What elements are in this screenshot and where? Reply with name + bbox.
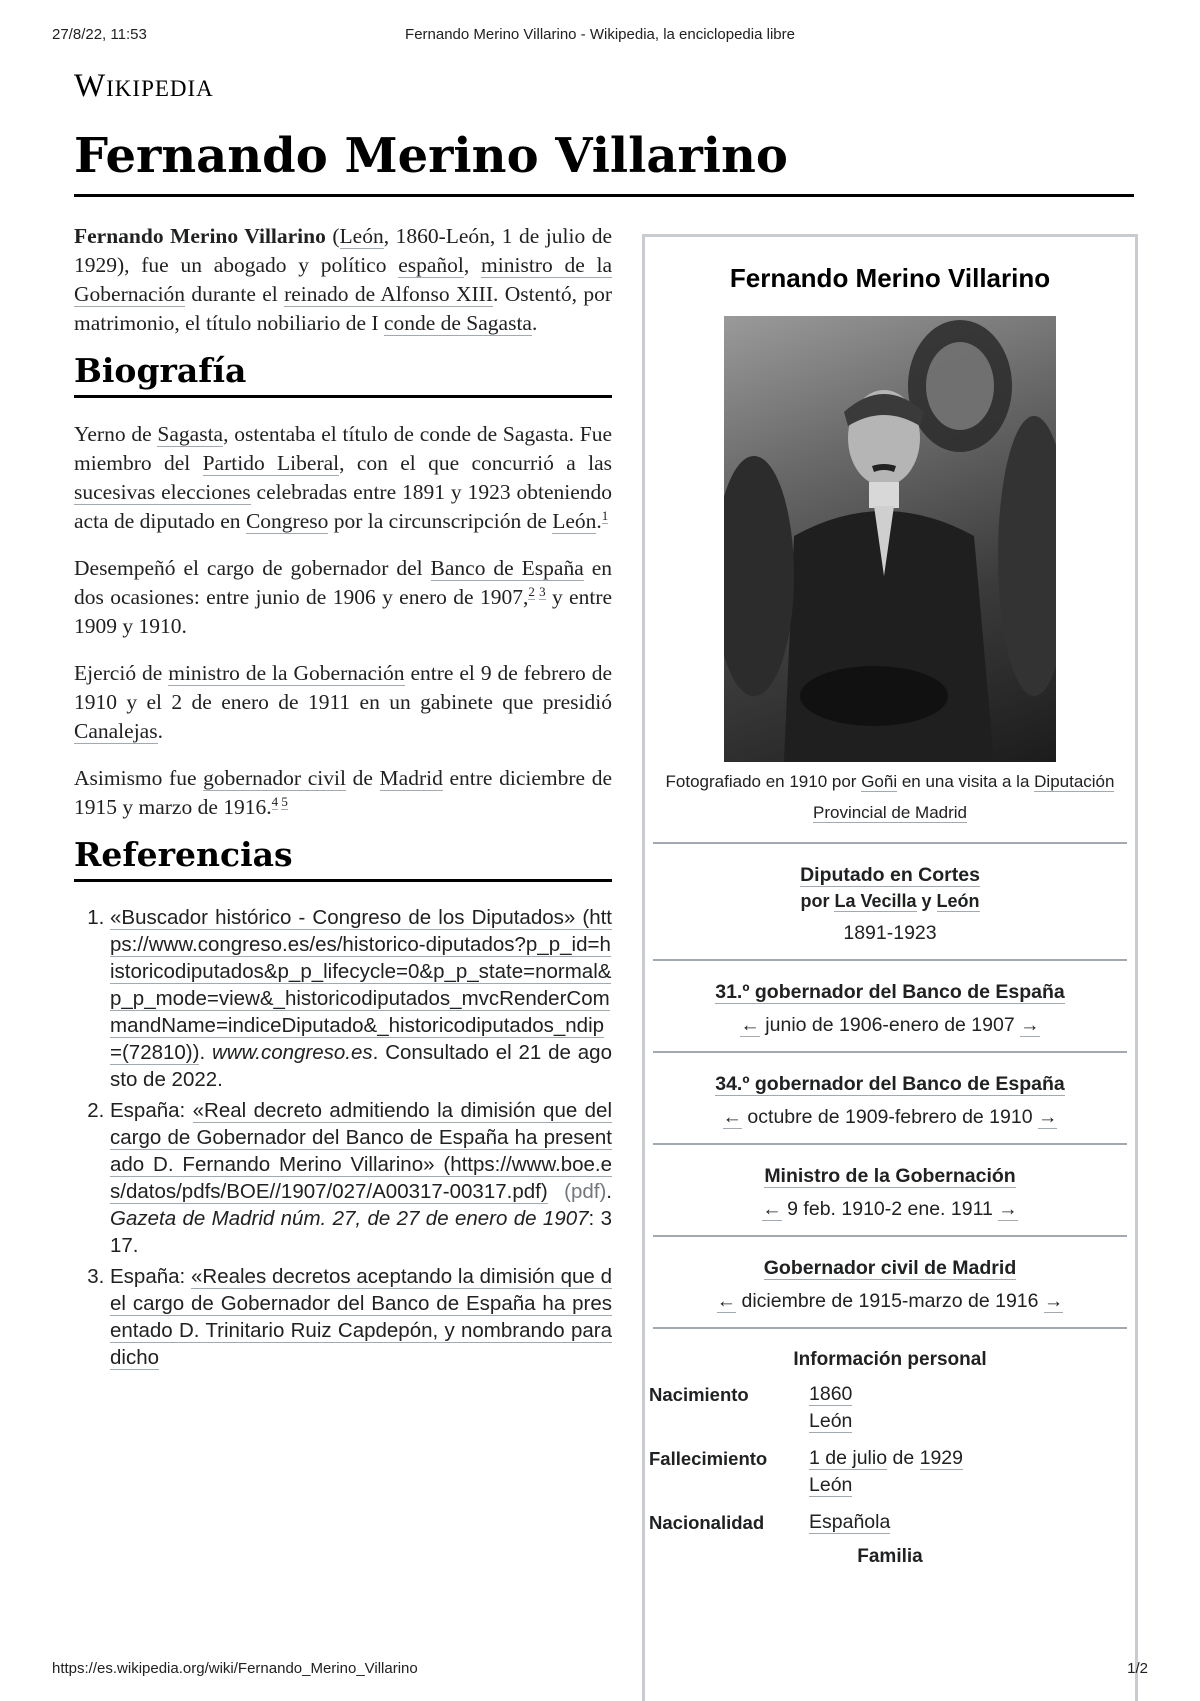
- row-fallecimiento: [645, 1445, 1135, 1499]
- text: junio de 1906-enero de 1907: [759, 1014, 1021, 1036]
- heading-biografia: Biografía: [74, 351, 247, 390]
- infobox-title: Fernando Merino Villarino: [729, 263, 1051, 293]
- text: 9 feb. 1910-2 ene. 1911: [781, 1198, 999, 1220]
- reference-item: [110, 904, 612, 1093]
- text: .: [199, 1041, 212, 1064]
- link-leon[interactable]: León: [339, 224, 384, 248]
- title-divider: [74, 194, 1134, 197]
- link-sucesivas-elecciones[interactable]: sucesivas elecciones: [74, 480, 251, 504]
- term-dates: [645, 1290, 1135, 1313]
- ref-4[interactable]: 4: [271, 793, 279, 809]
- term-dates: 1891-1923: [843, 922, 937, 944]
- familia-heading: Familia: [857, 1546, 923, 1567]
- ref-link[interactable]: «Real decreto admitiendo la dimisión que del cargo de Gobernador del Banco de España ha presentado D. Fernando Merino Villarino» (https://www.boe.es/datos/pdfs/BOE//1907/027/A00317-00317.pdf): [110, 1099, 613, 1203]
- link-gobernador-civil[interactable]: gobernador civil: [203, 766, 346, 790]
- link-partido-liberal[interactable]: Partido Liberal: [202, 451, 340, 475]
- text: diciembre de 1915-marzo de 1916: [736, 1290, 1044, 1312]
- text: celebradas entre 1891 y 1923 obteniendo acta de diputado en: [74, 480, 613, 533]
- text: . Consultado el 21 de agosto de 2022.: [110, 1041, 612, 1091]
- next-arrow-icon[interactable]: →: [1037, 1106, 1058, 1128]
- link-sagasta[interactable]: Sagasta: [157, 422, 224, 446]
- link-ministro-ib[interactable]: Ministro de la Gobernación: [764, 1165, 1016, 1187]
- link-espanol[interactable]: español: [398, 253, 464, 277]
- text: de: [887, 1447, 920, 1469]
- link-leon-circ[interactable]: León: [552, 509, 597, 533]
- references-list: [74, 904, 612, 1371]
- prev-arrow-icon[interactable]: ←: [716, 1290, 737, 1312]
- link-reinado-alfonso[interactable]: reinado de Alfonso XIII: [284, 282, 493, 306]
- link-diputado-cortes[interactable]: Diputado en Cortes: [800, 864, 980, 886]
- row-nacionalidad: [645, 1509, 1135, 1536]
- next-arrow-icon[interactable]: →: [1043, 1290, 1064, 1312]
- term-dates: [645, 1198, 1135, 1221]
- link-madrid[interactable]: Madrid: [379, 766, 443, 790]
- ref-1[interactable]: 1: [601, 507, 609, 523]
- term-dates: [645, 1106, 1135, 1129]
- text: Fotografiado en 1910 por: [665, 772, 862, 791]
- text: entre el 9 de febrero de 1910 y el 2 de enero de 1911 en un gabinete que presidió: [74, 661, 612, 714]
- ref-2[interactable]: 2: [528, 583, 535, 599]
- bio-paragraph-2: [74, 554, 612, 641]
- link-la-vecilla[interactable]: La Vecilla: [834, 891, 917, 911]
- text: .: [606, 1180, 612, 1203]
- text: .: [157, 719, 163, 743]
- prev-arrow-icon[interactable]: ←: [722, 1106, 743, 1128]
- page-number: 1/2: [1127, 1660, 1148, 1677]
- text: ,: [463, 253, 482, 277]
- text: Asimismo fue: [74, 766, 204, 790]
- subject-name: Fernando Merino Villarino: [74, 224, 326, 248]
- heading-divider: [74, 395, 612, 398]
- bio-paragraph-1: [74, 420, 612, 536]
- print-title: Fernando Merino Villarino - Wikipedia, la enciclopedia libre: [405, 26, 795, 43]
- text: .: [531, 311, 538, 335]
- section-diputado: [645, 844, 1135, 945]
- text: de: [345, 766, 380, 790]
- portrait-image: [724, 316, 1056, 762]
- bio-paragraph-4: [74, 764, 612, 822]
- ref-5[interactable]: 5: [281, 793, 288, 809]
- text: Desempeñó el cargo de gobernador del: [74, 556, 431, 580]
- text: (: [325, 224, 340, 248]
- link-gobernador-34[interactable]: 34.º gobernador del Banco de España: [715, 1073, 1065, 1095]
- text: , con el que concurrió a las: [339, 451, 612, 475]
- photo-caption: [665, 766, 1115, 828]
- text: . Ostentó, por matrimonio, el título nobiliario de I: [74, 282, 612, 335]
- heading-referencias: Referencias: [74, 835, 293, 874]
- reference-item: [110, 1263, 612, 1371]
- text: : 317.: [110, 1207, 612, 1257]
- row-nacimiento: [645, 1381, 1135, 1435]
- text: Yerno de: [74, 422, 158, 446]
- print-header: [52, 26, 1148, 46]
- text: , 1860-León, 1 de julio de 1929), fue un abogado y político: [74, 224, 613, 277]
- text: España:: [110, 1099, 193, 1122]
- text: .: [596, 509, 602, 533]
- link-goni[interactable]: Goñi: [861, 772, 898, 791]
- link-banco-espana[interactable]: Banco de España: [430, 556, 584, 580]
- heading-divider: [74, 879, 612, 882]
- link-diputacion[interactable]: Diputación Provincial de Madrid: [812, 772, 1115, 822]
- text: Ejerció de: [74, 661, 169, 685]
- prev-arrow-icon[interactable]: ←: [762, 1198, 782, 1220]
- constituency: [645, 891, 1135, 912]
- link-gobernador-civil-ib[interactable]: Gobernador civil de Madrid: [763, 1257, 1017, 1279]
- link-gobernador-31[interactable]: 31.º gobernador del Banco de España: [715, 981, 1065, 1003]
- row-label: Fallecimiento: [649, 1448, 768, 1469]
- text: por: [800, 891, 835, 911]
- link-1860[interactable]: 1860: [809, 1383, 853, 1405]
- text: , ostentaba el título de conde de Sagasta. Fue miembro del: [74, 422, 612, 475]
- text: y: [916, 891, 937, 911]
- article-body: [74, 222, 612, 1375]
- intro-paragraph: [74, 222, 612, 338]
- text: por la circunscripción de: [328, 509, 553, 533]
- link-espanola[interactable]: Española: [809, 1511, 891, 1533]
- link-leon-birth[interactable]: León: [809, 1410, 853, 1432]
- prev-arrow-icon[interactable]: ←: [740, 1014, 760, 1036]
- ref-3[interactable]: 3: [539, 583, 546, 599]
- print-url: https://es.wikipedia.org/wiki/Fernando_Merino_Villarino: [52, 1660, 418, 1677]
- section-gobernador-31: [645, 961, 1135, 1037]
- link-conde-sagasta[interactable]: conde de Sagasta: [383, 311, 532, 335]
- link-ministro-gobernacion-2[interactable]: ministro de la Gobernación: [168, 661, 405, 685]
- link-1-julio[interactable]: 1 de julio: [809, 1447, 888, 1469]
- link-ministro-gobernacion[interactable]: ministro de la Gobernación: [74, 253, 612, 306]
- page-title: Fernando Merino Villarino: [74, 128, 788, 184]
- text: España:: [110, 1265, 191, 1288]
- infobox: [642, 234, 1138, 1701]
- next-arrow-icon[interactable]: →: [998, 1198, 1018, 1220]
- next-arrow-icon[interactable]: →: [1020, 1014, 1040, 1036]
- format-note: (pdf): [547, 1180, 607, 1203]
- text: en una visita a la: [897, 772, 1035, 791]
- personal-info-heading: Información personal: [793, 1349, 987, 1370]
- portrait-photo[interactable]: [724, 316, 1056, 762]
- text: en dos ocasiones: entre junio de 1906 y enero de 1907,: [74, 556, 612, 609]
- ref-site: www.congreso.es: [212, 1041, 373, 1064]
- reference-item: [110, 1097, 612, 1259]
- text: durante el: [185, 282, 285, 306]
- term-dates: [645, 1014, 1135, 1037]
- ref-link[interactable]: «Reales decretos aceptando la dimisión que del cargo de Gobernador del Banco de España ha presentado D. Trinitario Ruiz Capdepón, y nombrando para dicho: [110, 1265, 612, 1369]
- print-date: 27/8/22, 11:53: [52, 26, 147, 43]
- section-ministro: [645, 1145, 1135, 1221]
- text: y entre 1909 y 1910.: [74, 585, 613, 638]
- ref-link[interactable]: «Buscador histórico - Congreso de los Diputados» (https://www.congreso.es/es/historico-diputados?p_p_id=historicodiputados&p_p_lifecycle=0&p_p_state=normal&p_p_mode=view&_historicodiputados_mvcRenderCommandName=indiceDiputado&_historicodiputados_ndip=(72810)): [110, 906, 612, 1064]
- link-leon-death[interactable]: León: [809, 1474, 853, 1496]
- text: octubre de 1909-febrero de 1910: [742, 1106, 1038, 1128]
- link-congreso[interactable]: Congreso: [245, 509, 329, 533]
- print-footer: [52, 1660, 1148, 1680]
- link-1929[interactable]: 1929: [919, 1447, 963, 1469]
- section-gobernador-34: [645, 1053, 1135, 1129]
- bio-paragraph-3: [74, 659, 612, 746]
- ref-publication: Gazeta de Madrid núm. 27, de 27 de enero de 1907: [110, 1207, 589, 1230]
- section-gobernador-civil: [645, 1237, 1135, 1313]
- link-canalejas[interactable]: Canalejas: [74, 719, 158, 743]
- row-label: Nacimiento: [649, 1384, 749, 1405]
- wikipedia-logo[interactable]: Wikipedia: [74, 68, 214, 104]
- text: entre diciembre de 1915 y marzo de 1916.: [74, 766, 612, 819]
- infobox-divider: [653, 1327, 1127, 1329]
- row-label: Nacionalidad: [649, 1512, 765, 1533]
- link-leon-ib[interactable]: León: [936, 891, 980, 911]
